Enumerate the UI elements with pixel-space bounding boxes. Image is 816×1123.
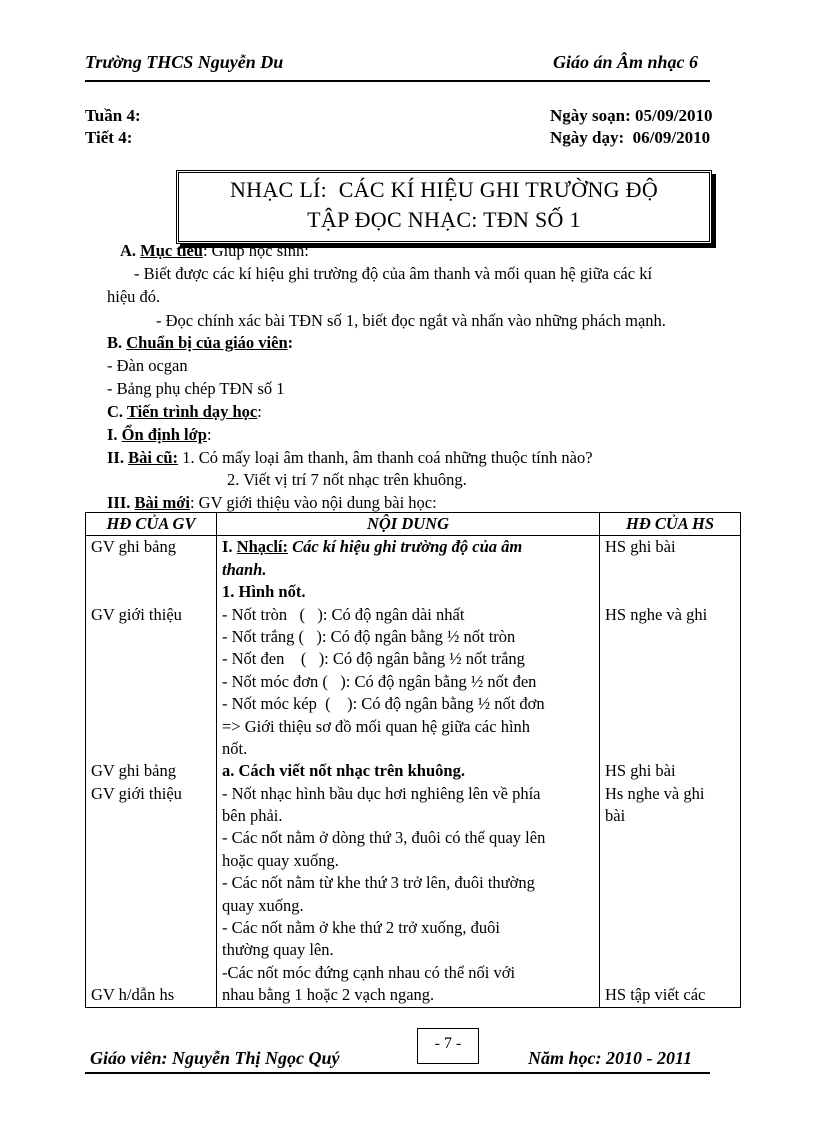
step-1-colon: : [206,425,212,444]
section-title-cont: thanh. [222,559,267,579]
hs-line: HS ghi bài [605,537,676,557]
prep-date: Ngày soạn: 05/09/2010 [550,106,713,125]
writing-rule-2: - Các nốt nằm ở dòng thứ 3, đuôi có thể quay lên [222,828,546,848]
school-name: Trường THCS Nguyễn Du [85,52,284,72]
note-diagram-intro: => Giới thiệu sơ đồ mối quan hệ giữa các hình [222,716,531,736]
hs-line [605,581,735,603]
note-half: - Nốt trắng ( ): Có độ ngân bằng ½ nốt tròn [222,626,516,646]
gv-line [91,805,211,827]
gv-line [91,917,211,939]
document-title: Giáo án Âm nhạc 6 [553,52,699,72]
hs-line [605,716,735,738]
hs-line [605,738,735,760]
writing-rule-5-cont: nhau bằng 1 hoặc 2 vạch ngang. [222,985,435,1005]
table-header-row [86,513,741,536]
note-eighth: - Nốt móc đơn ( ): Có độ ngân bằng ½ nốt đen [222,671,537,691]
gv-line [91,693,211,715]
footer-rule [85,1072,710,1074]
hs-line [605,939,735,961]
hs-line [605,671,735,693]
note-diagram-intro-cont: nốt. [222,738,248,758]
step-1-prefix: I. [107,425,122,444]
prep-colon: : [287,333,294,352]
gv-line [91,559,211,581]
objectives-heading [120,241,309,261]
prep-label: Chuẩn bị của giáo viên [126,333,288,352]
writing-rule-3: - Các nốt nằm từ khe thứ 3 trở lên, đuôi thường [222,873,535,893]
note-whole: - Nốt tròn ( ): Có độ ngân dài nhất [222,604,465,624]
section-title: Các kí hiệu ghi trường độ của âm [288,537,523,557]
gv-line [91,850,211,872]
step-2-question-2: 2. Viết vị trí 7 nốt nhạc trên khuông. [227,470,467,489]
prep-item-2: - Bảng phụ chép TĐN số 1 [107,379,285,398]
header-student-activity: HĐ CỦA HS [600,513,741,536]
prep-prefix: B. [107,333,127,352]
hs-line: HS ghi bài [605,761,676,781]
subheading-writing-notes: a. Cách viết nốt nhạc trên khuông. [222,761,465,781]
step-2-question-1: 1. Có mấy loại âm thanh, âm thanh coá những thuộc tính nào? [178,448,593,467]
teacher-activity-cell [86,536,217,1007]
writing-rule-3-cont: quay xuống. [222,895,304,915]
student-activity-cell [600,536,741,1007]
note-quarter: - Nốt đen ( ): Có độ ngân bằng ½ nốt trắng [222,649,525,669]
hs-line: HS nghe và ghi [605,604,708,624]
process-prefix: C. [107,402,127,421]
hs-line: HS tập viết các [605,985,706,1005]
step-2-label: Bài cũ: [128,448,179,467]
gv-line: GV ghi bảng [91,537,176,557]
hs-line [605,895,735,917]
lesson-title-line-2: TẬP ĐỌC NHẠC: TĐN SỐ 1 [307,207,581,232]
step-3-label: Bài mới [134,493,190,512]
process-colon: : [257,402,262,421]
note-sixteenth: - Nốt móc kép ( ): Có độ ngân bằng ½ nốt đơn [222,694,545,714]
hs-line [605,693,735,715]
hs-line: Hs nghe và ghi [605,783,705,803]
gv-line [91,962,211,984]
lesson-table [85,512,741,1008]
gv-line [91,738,211,760]
gv-line [91,626,211,648]
step-1-label: Ổn định lớp [121,425,207,444]
subheading-note-shapes: 1. Hình nốt. [222,582,306,602]
hs-line [605,962,735,984]
gv-line: GV h/dẫn hs [91,985,175,1005]
gv-line [91,872,211,894]
school-year: Năm học: 2010 - 2011 [528,1048,692,1068]
process-label: Tiến trình dạy học [126,402,258,421]
period-label: Tiết 4: [85,128,133,147]
objective-2: - Đọc chính xác bài TĐN số 1, biết đọc ngắt và nhấn vào những phách mạnh. [156,311,666,330]
content-cell [217,536,600,1007]
gv-line [91,895,211,917]
hs-line [605,850,735,872]
hs-line [605,648,735,670]
gv-line [91,671,211,693]
gv-line: GV ghi bảng [91,761,176,781]
objectives-prefix: A. [120,241,141,260]
prep-heading [107,333,293,353]
hs-line [605,559,735,581]
objective-1: - Biết được các kí hiệu ghi trường độ của âm thanh và mối quan hệ giữa các kí [134,264,653,283]
step-2 [107,448,593,468]
step-3-prefix: III. [107,493,135,512]
hs-line: bài [605,806,626,826]
section-label: Nhạclí: [236,537,289,557]
hs-line [605,917,735,939]
writing-rule-2-cont: hoặc quay xuống. [222,850,339,870]
header-teacher-activity: HĐ CỦA GV [86,513,217,536]
page-number: - 7 - [417,1028,479,1064]
section-heading [222,536,594,558]
writing-rule-1-cont: bên phải. [222,806,283,826]
writing-rule-1: - Nốt nhạc hình bầu dục hơi nghiêng lên về phía [222,783,541,803]
teach-date: Ngày dạy: 06/09/2010 [550,128,711,147]
section-prefix: I. [222,537,237,557]
objectives-label: Mục tiêu [140,241,203,260]
week-label: Tuần 4: [85,106,141,125]
step-3-text: : GV giới thiệu vào nội dung bài học: [189,493,437,512]
objectives-lead: : Giúp học sinh: [202,241,309,260]
gv-line [91,581,211,603]
step-1 [107,425,212,445]
table-row [86,536,741,1007]
process-heading [107,402,262,422]
gv-line: GV giới thiệu [91,604,182,624]
gv-line [91,648,211,670]
gv-line [91,827,211,849]
lesson-title-box [176,170,712,244]
writing-rule-4-cont: thường quay lên. [222,940,334,960]
hs-line [605,626,735,648]
step-2-prefix: II. [107,448,129,467]
gv-line [91,939,211,961]
hs-line [605,872,735,894]
writing-rule-4: - Các nốt nằm ở khe thứ 2 trở xuống, đuôi [222,918,500,938]
lesson-title-line-1: NHẠC LÍ: CÁC KÍ HIỆU GHI TRƯỜNG ĐỘ [229,177,659,202]
header-content: NỘI DUNG [217,513,600,536]
prep-item-1: - Đàn ocgan [107,356,188,375]
header-rule [85,80,710,82]
teacher-name: Giáo viên: Nguyễn Thị Ngọc Quý [90,1048,340,1068]
hs-line [605,827,735,849]
writing-rule-5: -Các nốt móc đứng cạnh nhau có thể nối với [222,962,516,982]
gv-line: GV giới thiệu [91,783,182,803]
objective-1-cont: hiệu đó. [107,287,161,306]
gv-line [91,716,211,738]
step-3 [107,493,437,513]
